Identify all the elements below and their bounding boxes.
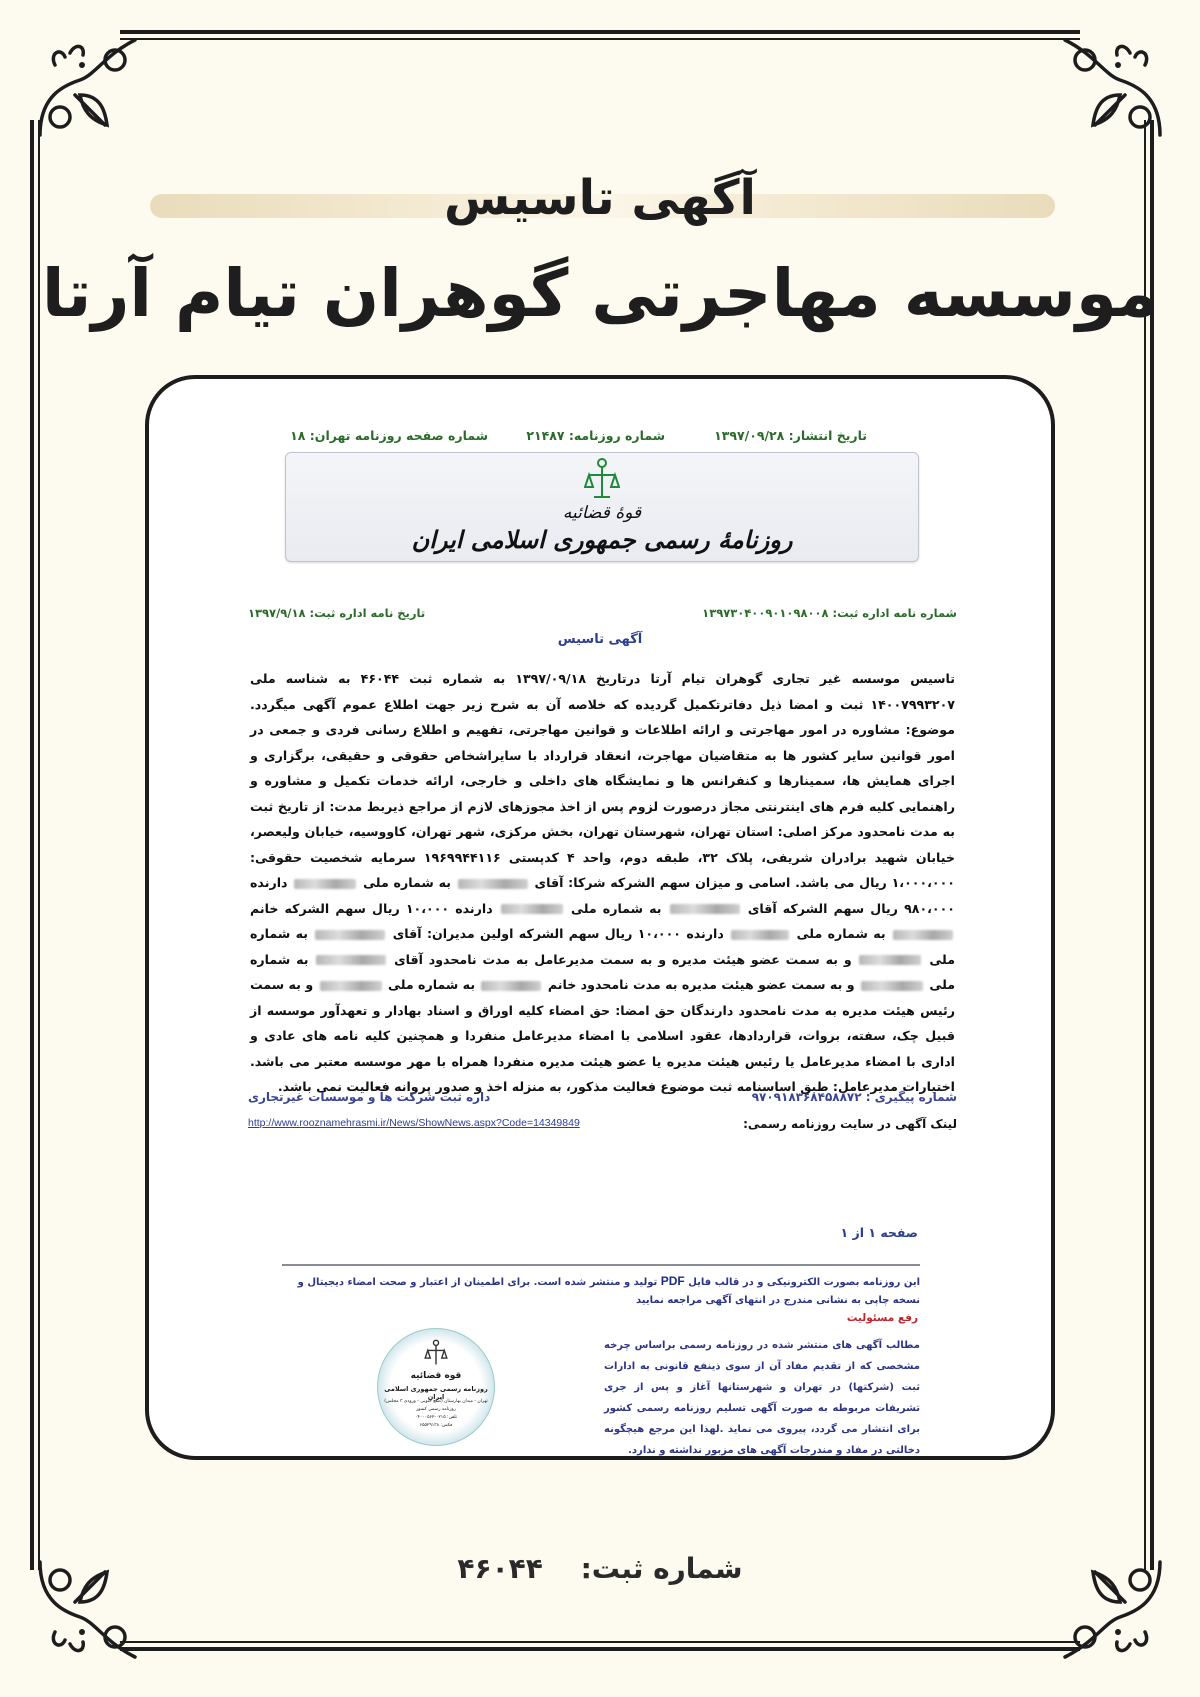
scales-of-justice-icon (424, 1339, 448, 1367)
institute-name-title: موسسه مهاجرتی گوهران تیام آرتا (41, 255, 1159, 332)
seal-line: فکس: ۶۵۵۲۹۱۳۸ (419, 1423, 453, 1428)
frame-top-line-inner (120, 38, 1080, 40)
frame-bottom-line-inner (120, 1641, 1080, 1643)
body-text-segment: دارنده ۱۰،۰۰۰ ریال سهم الشرکه اولین مدیران: آقای (392, 926, 724, 941)
body-text-segment: و به سمت رئیس هیئت مدیره به مدت نامحدود دارندگان حق امضا: حق امضاء کلیه اوراق و اسناد بهادار و تعهدآور موسسه از قبیل چک، سفته، بروات، قراردادها، عقود اسلامی با امضاء مدیرعامل منفردا و همچنین کلیه نامه های عادی و اداری با امضاء مدیرعامل یا رئیس هیئت مدیره یا عضو هیئت مدیره منفردا همراه با مهر موسسه معتبر می باشد. اختیارات مدیرعامل: طبق اساسنامه ثبت موضوع فعالیت مذکور، به منزله اخذ و صدور پروانه فعالیت نمی باشد. (250, 977, 955, 1094)
frame-right-line (1150, 120, 1154, 1570)
frame-left-line-inner (38, 120, 40, 1570)
redacted-name (458, 879, 528, 889)
redacted-national-id (294, 879, 356, 889)
judiciary-label: قوۀ قضائیه (562, 503, 642, 523)
body-text-segment: دارنده ۱۰،۰۰۰ ریال سهم الشرکه خانم (250, 900, 493, 916)
registry-letter-date: تاریخ نامه اداره ثبت: ۱۳۹۷/۹/۱۸ (248, 606, 426, 620)
body-text-segment: به شماره ملی (387, 977, 476, 992)
frame-top-line (120, 30, 1080, 34)
redacted-national-id (861, 981, 923, 991)
newspaper-page-number: شماره صفحه روزنامه تهران: ۱۸ (290, 428, 488, 443)
note-text: این روزنامه بصورت الکترونیکی و در قالب فایل (688, 1277, 920, 1288)
body-text-segment: به شماره ملی (363, 875, 451, 890)
body-text-segment: و به سمت عضو هیئت مدیره و به سمت مدیرعامل به مدت نامحدود آقای (394, 951, 852, 967)
publish-date: تاریخ انتشار: ۱۳۹۷/۰۹/۲۸ (714, 428, 867, 443)
gazette-link-label: لینک آگهی در سایت روزنامه رسمی: (743, 1117, 957, 1131)
seal-line: قوه قضائیه (410, 1371, 462, 1381)
redacted-name (315, 930, 385, 940)
registry-letter-number: شماره نامه اداره ثبت: ۱۳۹۷۳۰۴۰۰۹۰۱۰۹۸۰۰۸ (702, 606, 957, 620)
pdf-label: PDF (660, 1274, 685, 1288)
redacted-national-id (731, 930, 789, 940)
seal-line: روزنامه رسمی کشور (416, 1407, 456, 1412)
gazette-link[interactable]: http://www.rooznamehrasmi.ir/News/ShowNews.aspx?Code=14349849 (248, 1117, 580, 1129)
body-text-segment: به شماره ملی (570, 900, 662, 916)
frame-right-line-inner (1144, 120, 1146, 1570)
redacted-national-id (859, 955, 921, 965)
page-indicator: صفحه ۱ از ۱ (840, 1225, 918, 1240)
tracking-number: شماره پیگیری : ۹۷۰۹۱۸۳۶۸۴۵۸۸۷۲ (751, 1090, 957, 1104)
announcement-body (250, 666, 955, 1100)
body-text-segment: به شماره ملی (796, 926, 886, 941)
scales-of-justice-icon (584, 457, 620, 501)
body-text-segment: و به سمت عضو هیئت مدیره به مدت نامحدود خانم (547, 977, 855, 992)
disclaimer-text: مطالب آگهی های منتشر شده در روزنامه رسمی براساس چرخه مشخصی که از تقدیم مفاد آن از سوی ذینفع قانونی به ادارات ثبت (شرکتها) در تهران و شهرستانها آغاز و پس از جری تشریفات مربوطه به صورت آگهی تسلیم روزنامه رسمی کشور برای انتشار می گردد، پیروی می نماید .لهذا این مرجع هیچگونه دخالتی در مفاد و مندرجات آگهی های مزبور نداشته و ندارد. (604, 1340, 920, 1456)
ad-heading: آگهی تاسیس (557, 632, 643, 647)
footer-divider (282, 1264, 920, 1266)
redacted-national-id (501, 904, 563, 914)
corner-ornament-icon (35, 35, 145, 145)
body-text-segment: به شماره ملی (250, 926, 955, 967)
electronic-edition-note (282, 1272, 920, 1310)
redacted-name (670, 904, 740, 914)
redacted-national-id (320, 981, 382, 991)
corner-ornament-icon (1055, 35, 1165, 145)
registration-number (0, 1552, 1200, 1585)
newspaper-number: شماره روزنامه: ۲۱۴۸۷ (526, 428, 665, 443)
gazette-name: روزنامۀ رسمی جمهوری اسلامی ایران (411, 525, 793, 554)
body-text-segment: تاسیس موسسه غیر تجاری گوهران تیام آرتا درتاریخ ۱۳۹۷/۰۹/۱۸ به شماره ثبت ۴۶۰۴۴ به شناسه ملی ۱۴۰۰۷۹۹۳۲۰۷ ثبت و امضا ذیل دفاترتکمیل گردیده که خلاصه آن به شرح زیر جهت اطلاع عموم آگهی میگردد. موضوع: مشاوره در امور مهاجرتی و ارائه اطلاعات و قوانین مهاجرتی، تفهیم و اطلاع رسانی فردی و جمعی در امور قوانین سایر کشور ها به متقاضیان مهاجرت، انعقاد قرارداد با سایراشخاص حقوقی و حقیقی، برگزاری و اجرای همایش ها، سمینارها و کنفرانس ها و نمایشگاه های داخلی و خارجی، ارائه خدمات تکمیل و مشاوره و راهنمایی کلیه فرم های اینترنتی مجاز درصورت لزوم پس از اخذ مجوزهای لازم از مراجع ذیربط مدت: از تاریخ ثبت به مدت نامحدود مرکز اصلی: استان تهران، شهرستان تهران، بخش مرکزی، شهر تهران، کاووسیه، خیابان ولیعصر، خیابان شهید برادران شریفی، پلاک ۳۲، طبقه دوم، واحد ۴ کدپستی ۱۹۶۹۹۴۴۱۱۶ سرمایه شخصیت حقوقی: ۱،۰۰۰،۰۰۰ ریال می باشد. اسامی و میزان سهم الشرکه شرکا: آقای (250, 671, 956, 890)
redacted-name (893, 930, 953, 940)
official-gazette-banner (285, 452, 919, 562)
redacted-name (316, 955, 386, 965)
seal-line: تلفن: ۰۲۱۵-۰۴۰۰۰۵۶۲ (414, 1415, 458, 1420)
issuer-office: داره ثبت شرکت ها و موسسات غیرتجاری (248, 1090, 491, 1104)
official-seal (377, 1328, 495, 1446)
body-text-segment: به شماره ملی (250, 951, 956, 992)
body-text-segment: دارنده ۹۸۰،۰۰۰ ریال سهم الشرکه آقای (250, 875, 955, 916)
redacted-name (481, 981, 541, 991)
seal-line: روزنامه رسمی جمهوری اسلامی ایران (384, 1385, 488, 1401)
registration-value: ۴۶۰۴۴ (457, 1552, 543, 1585)
frame-bottom-line (120, 1647, 1080, 1651)
frame-left-line (30, 120, 34, 1570)
disclaimer-title: رفع مسئولیت (846, 1312, 918, 1324)
seal-line: تهران - میدان بهارستان (ضلع جنوبی - ورودی ۳ مجلس) (384, 1399, 488, 1404)
note-text: تولید و منتشر شده است. برای اطمینان از اعتبار و صحت امضاء دیجیتال و نسخه چاپی به نشانی مندرج در انتهای آگهی مراجعه نمایید (297, 1277, 920, 1306)
announcement-title: آگهی تاسیس (443, 170, 757, 226)
registration-label: شماره ثبت: (580, 1552, 743, 1585)
